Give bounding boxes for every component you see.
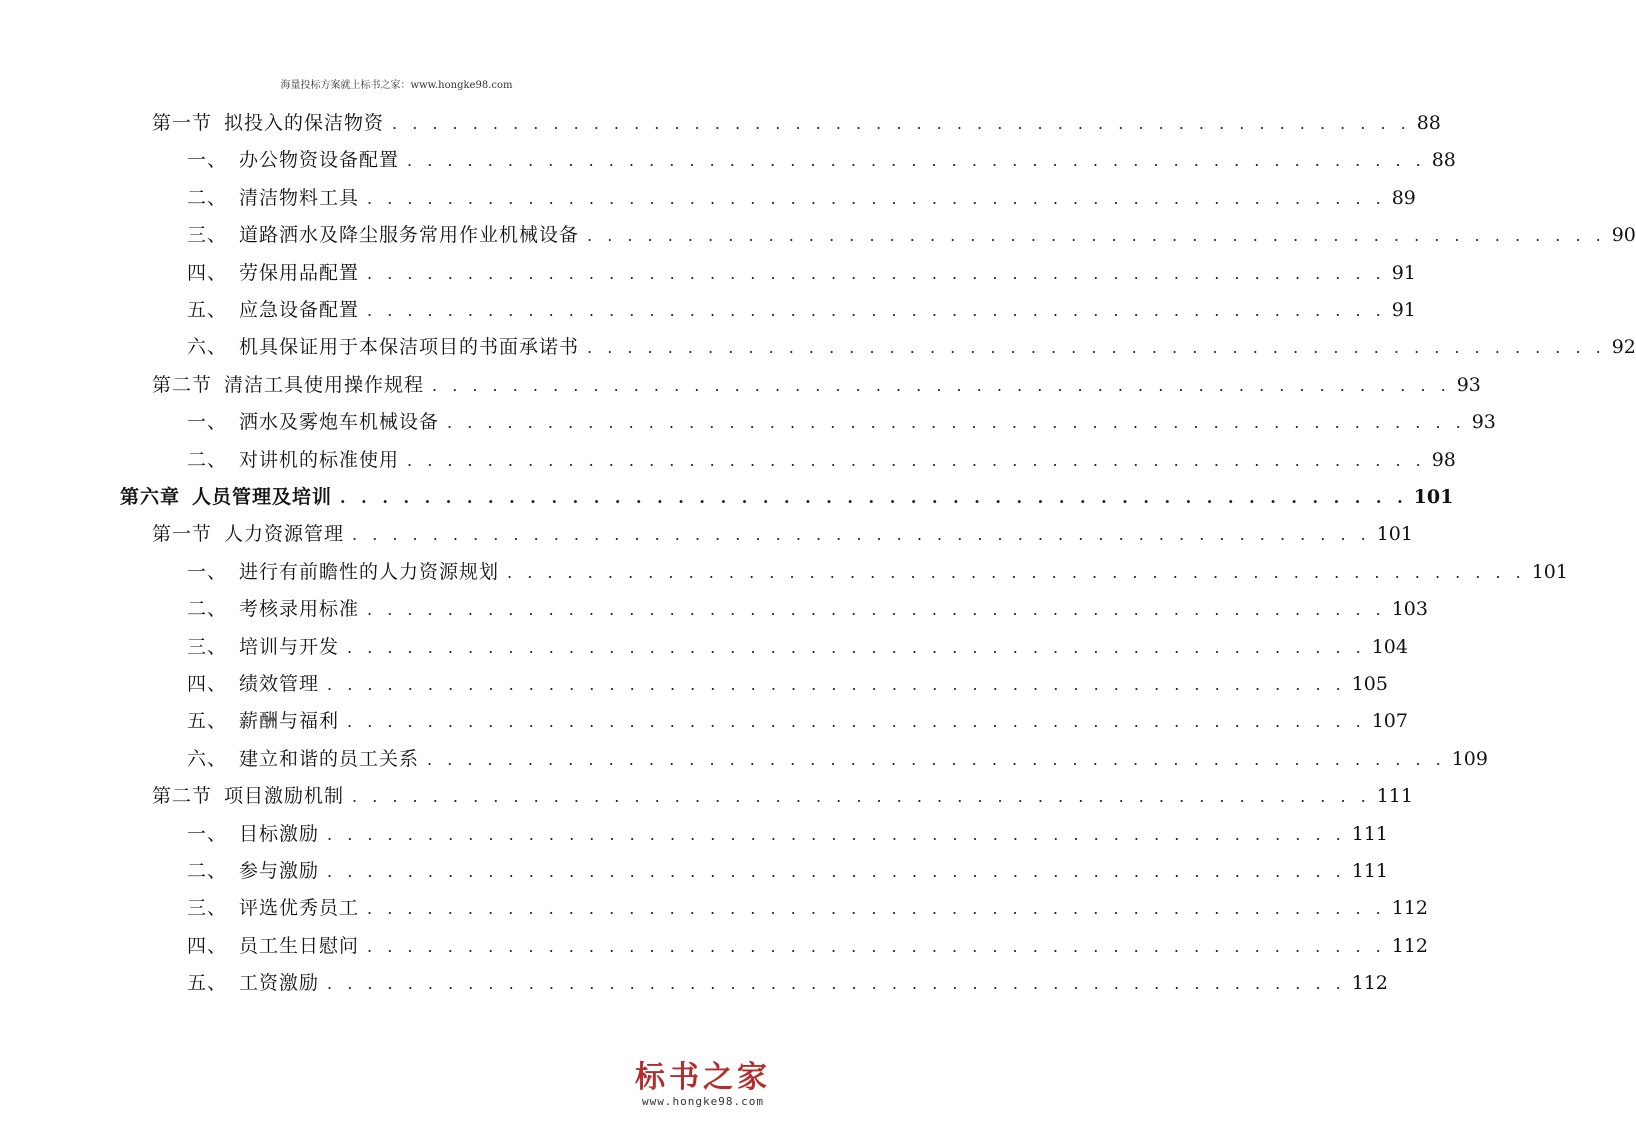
toc-entry-item[interactable] (187, 332, 1636, 364)
toc-entry-prefix: 二、 (187, 448, 228, 471)
toc-entry-item[interactable] (187, 856, 1388, 888)
toc-entry-item[interactable] (187, 744, 1488, 776)
toc-dot-leader: . . . . . . . . . . . . . . . . . . . . . . . . . . . . . . . . . . . . . . . . . . . . . . . . . . . (347, 637, 1366, 657)
toc-entry-title: 建立和谐的员工关系 (239, 747, 420, 770)
toc-entry-title: 办公物资设备配置 (239, 149, 400, 172)
toc-entry-prefix: 一、 (187, 411, 228, 434)
toc-entry-prefix: 二、 (187, 186, 228, 209)
toc-entry-prefix: 三、 (187, 897, 228, 920)
toc-dot-leader: . . . . . . . . . . . . . . . . . . . . . . . . . . . . . . . . . . . . . . . . . . . . . . . . . . . (367, 263, 1386, 283)
toc-entry-page-number: 112 (1391, 897, 1428, 920)
toc-entry-page-number: 88 (1416, 112, 1441, 134)
toc-entry-prefix: 第二节 (152, 373, 213, 396)
toc-entry-page-number: 93 (1471, 411, 1496, 434)
toc-entry-title: 洒水及雾炮车机械设备 (239, 411, 440, 434)
page-header: 海量投标方案就上标书之家：www.hongke98.com (280, 80, 513, 91)
toc-dot-leader: . . . . . . . . . . . . . . . . . . . . . . . . . . . . . . . . . . . . . . . . . . . . . . . . . . . (327, 824, 1346, 844)
toc-entry-page-number: 104 (1371, 635, 1408, 658)
toc-entry-page-number: 101 (1531, 560, 1568, 583)
toc-dot-leader: . . . . . . . . . . . . . . . . . . . . . . . . . . . . . . . . . . . . . . . . . . . . . . . . . . . (392, 114, 1411, 133)
toc-entry-title: 考核录用标准 (239, 598, 360, 621)
toc-dot-leader: . . . . . . . . . . . . . . . . . . . . . . . . . . . . . . . . . . . . . . . . . . . . . . . . . . . (367, 301, 1386, 320)
toc-entry-prefix: 二、 (187, 860, 228, 882)
toc-entry-prefix: 一、 (187, 149, 228, 172)
toc-entry-chapter[interactable] (120, 482, 1454, 514)
toc-entry-section[interactable] (152, 370, 1481, 402)
toc-dot-leader: . . . . . . . . . . . . . . . . . . . . . . . . . . . . . . . . . . . . . . . . . . . . . . . . . . . (352, 787, 1371, 807)
toc-entry-section[interactable] (152, 781, 1413, 813)
toc-entry-page-number: 98 (1431, 448, 1456, 471)
toc-entry-title: 机具保证用于本保洁项目的书面承诺书 (239, 336, 580, 359)
toc-entry-prefix: 五、 (187, 710, 228, 733)
brand-logo-url: www.hongke98.com (642, 1095, 764, 1108)
toc-dot-leader: . . . . . . . . . . . . . . . . . . . . . . . . . . . . . . . . . . . . . . . . . . . . . . . . . . . (407, 151, 1426, 171)
toc-entry-page-number: 112 (1351, 972, 1388, 995)
toc-entry-prefix: 五、 (187, 299, 228, 321)
toc-dot-leader: . . . . . . . . . . . . . . . . . . . . . . . . . . . . . . . . . . . . . . . . . . . . . . . . . . . (367, 600, 1386, 620)
toc-dot-leader: . . . . . . . . . . . . . . . . . . . . . . . . . . . . . . . . . . . . . . . . . . . . . . . . . . . (347, 712, 1366, 732)
toc-entry-title: 薪酬与福利 (239, 710, 340, 733)
toc-entry-item[interactable] (187, 445, 1456, 477)
brand-logo-text: 标书之家 (635, 1060, 771, 1095)
toc-entry-item[interactable] (187, 819, 1388, 851)
toc-entry-title: 工资激励 (239, 972, 320, 995)
toc-dot-leader: . . . . . . . . . . . . . . . . . . . . . . . . . . . . . . . . . . . . . . . . . . . . . . . . . . . (327, 675, 1346, 694)
toc-dot-leader: . . . . . . . . . . . . . . . . . . . . . . . . . . . . . . . . . . . . . . . . . . . . . . . . . . . (367, 936, 1386, 956)
toc-entry-item[interactable] (187, 893, 1428, 925)
toc-entry-item[interactable] (187, 931, 1428, 963)
toc-dot-leader: . . . . . . . . . . . . . . . . . . . . . . . . . . . . . . . . . . . . . . . . . . . . . . . . . . . (507, 562, 1526, 582)
toc-dot-leader: . . . . . . . . . . . . . . . . . . . . . . . . . . . . . . . . . . . . . . . . . . . . . . . . . . . (367, 899, 1386, 919)
toc-entry-page-number: 88 (1431, 149, 1456, 172)
toc-entry-prefix: 四、 (187, 261, 228, 284)
toc-entry-title: 劳保用品配置 (239, 261, 360, 284)
toc-entry-item[interactable] (187, 220, 1636, 252)
toc-dot-leader: . . . . . . . . . . . . . . . . . . . . . . . . . . . . . . . . . . . . . . . . . . . . . . . . . . . (407, 450, 1426, 470)
brand-logo (633, 1061, 773, 1108)
toc-entry-item[interactable] (187, 145, 1456, 177)
toc-entry-prefix: 第二节 (152, 785, 213, 808)
toc-entry-page-number: 89 (1391, 186, 1416, 209)
toc-entry-section[interactable] (152, 108, 1441, 140)
toc-entry-page-number: 91 (1391, 261, 1416, 284)
toc-entry-page-number: 93 (1456, 373, 1481, 396)
toc-dot-leader: . . . . . . . . . . . . . . . . . . . . . . . . . . . . . . . . . . . . . . . . . . . . . . . . . . . (427, 749, 1446, 769)
toc-entry-prefix: 三、 (187, 224, 228, 247)
toc-entry-title: 应急设备配置 (239, 299, 360, 321)
toc-entry-item[interactable] (187, 968, 1388, 1000)
toc-entry-prefix: 三、 (187, 635, 228, 658)
toc-entry-page-number: 109 (1451, 747, 1488, 770)
toc-entry-page-number: 103 (1391, 598, 1428, 621)
toc-entry-page-number: 107 (1371, 710, 1408, 733)
toc-entry-title: 道路洒水及降尘服务常用作业机械设备 (239, 224, 580, 247)
toc-entry-prefix: 第一节 (152, 112, 213, 134)
toc-entry-prefix: 五、 (187, 972, 228, 995)
toc-entry-page-number: 101 (1376, 523, 1413, 546)
toc-entry-prefix: 二、 (187, 598, 228, 621)
toc-entry-title: 评选优秀员工 (239, 897, 360, 920)
toc-entry-prefix: 第六章 (120, 486, 181, 508)
toc-dot-leader: . . . . . . . . . . . . . . . . . . . . . . . . . . . . . . . . . . . . . . . . . . . . . . . . . . . (432, 375, 1451, 395)
toc-entry-title: 人力资源管理 (224, 523, 345, 546)
toc-entry-item[interactable] (187, 706, 1408, 738)
toc-entry-page-number: 112 (1391, 934, 1428, 957)
toc-entry-item[interactable] (187, 594, 1428, 626)
toc-entry-page-number: 111 (1351, 860, 1388, 882)
toc-dot-leader: . . . . . . . . . . . . . . . . . . . . . . . . . . . . . . . . . . . . . . . . . . . . . . . . . . . (327, 862, 1346, 881)
toc-dot-leader: . . . . . . . . . . . . . . . . . . . . . . . . . . . . . . . . . . . . . . . . . . . . . . . . . . . (367, 188, 1386, 208)
toc-entry-item[interactable] (187, 258, 1416, 290)
toc-dot-leader: . . . . . . . . . . . . . . . . . . . . . . . . . . . . . . . . . . . . . . . . . . . . . . . . . . . (340, 488, 1408, 507)
toc-entry-prefix: 六、 (187, 747, 228, 770)
toc-entry-title: 对讲机的标准使用 (239, 448, 400, 471)
toc-dot-leader: . . . . . . . . . . . . . . . . . . . . . . . . . . . . . . . . . . . . . . . . . . . . . . . . . . . (352, 525, 1371, 545)
toc-entry-prefix: 六、 (187, 336, 228, 359)
toc-dot-leader: . . . . . . . . . . . . . . . . . . . . . . . . . . . . . . . . . . . . . . . . . . . . . . . . . . . (447, 413, 1466, 433)
toc-entry-title: 目标激励 (239, 822, 320, 845)
toc-entry-page-number: 111 (1376, 785, 1413, 808)
toc-entry-prefix: 一、 (187, 560, 228, 583)
toc-entry-prefix: 一、 (187, 822, 228, 845)
toc-entry-page-number: 111 (1351, 822, 1388, 845)
toc-entry-title: 项目激励机制 (224, 785, 345, 808)
toc-dot-leader: . . . . . . . . . . . . . . . . . . . . . . . . . . . . . . . . . . . . . . . . . . . . . . . . . . . (327, 974, 1346, 994)
toc-entry-title: 清洁工具使用操作规程 (224, 373, 425, 396)
toc-entry-prefix: 第一节 (152, 523, 213, 546)
toc-entry-title: 拟投入的保洁物资 (224, 112, 385, 134)
toc-entry-prefix: 四、 (187, 934, 228, 957)
toc-entry-item[interactable] (187, 183, 1416, 215)
toc-entry-title: 绩效管理 (239, 673, 320, 695)
toc-entry-item[interactable] (187, 632, 1408, 664)
toc-entry-item[interactable] (187, 407, 1496, 439)
toc-entry-title: 员工生日慰问 (239, 934, 360, 957)
toc-entry-page-number: 90 (1611, 224, 1636, 247)
toc-entry-title: 清洁物料工具 (239, 186, 360, 209)
toc-entry-prefix: 四、 (187, 673, 228, 695)
toc-entry-item[interactable] (187, 557, 1568, 589)
toc-entry-page-number: 92 (1611, 336, 1636, 359)
toc-entry-title: 培训与开发 (239, 635, 340, 658)
toc-entry-page-number: 105 (1351, 673, 1388, 695)
toc-entry-title: 进行有前瞻性的人力资源规划 (239, 560, 500, 583)
toc-entry-section[interactable] (152, 519, 1413, 551)
toc-dot-leader: . . . . . . . . . . . . . . . . . . . . . . . . . . . . . . . . . . . . . . . . . . . . . . . . . . . (587, 226, 1606, 246)
toc-entry-title: 人员管理及培训 (192, 486, 333, 508)
toc-entry-item[interactable] (187, 295, 1416, 327)
toc-entry-page-number: 101 (1413, 486, 1454, 508)
toc-entry-page-number: 91 (1391, 299, 1416, 321)
toc-entry-title: 参与激励 (239, 860, 320, 882)
toc-entry-item[interactable] (187, 669, 1388, 701)
toc-dot-leader: . . . . . . . . . . . . . . . . . . . . . . . . . . . . . . . . . . . . . . . . . . . . . . . . . . . (587, 338, 1606, 358)
